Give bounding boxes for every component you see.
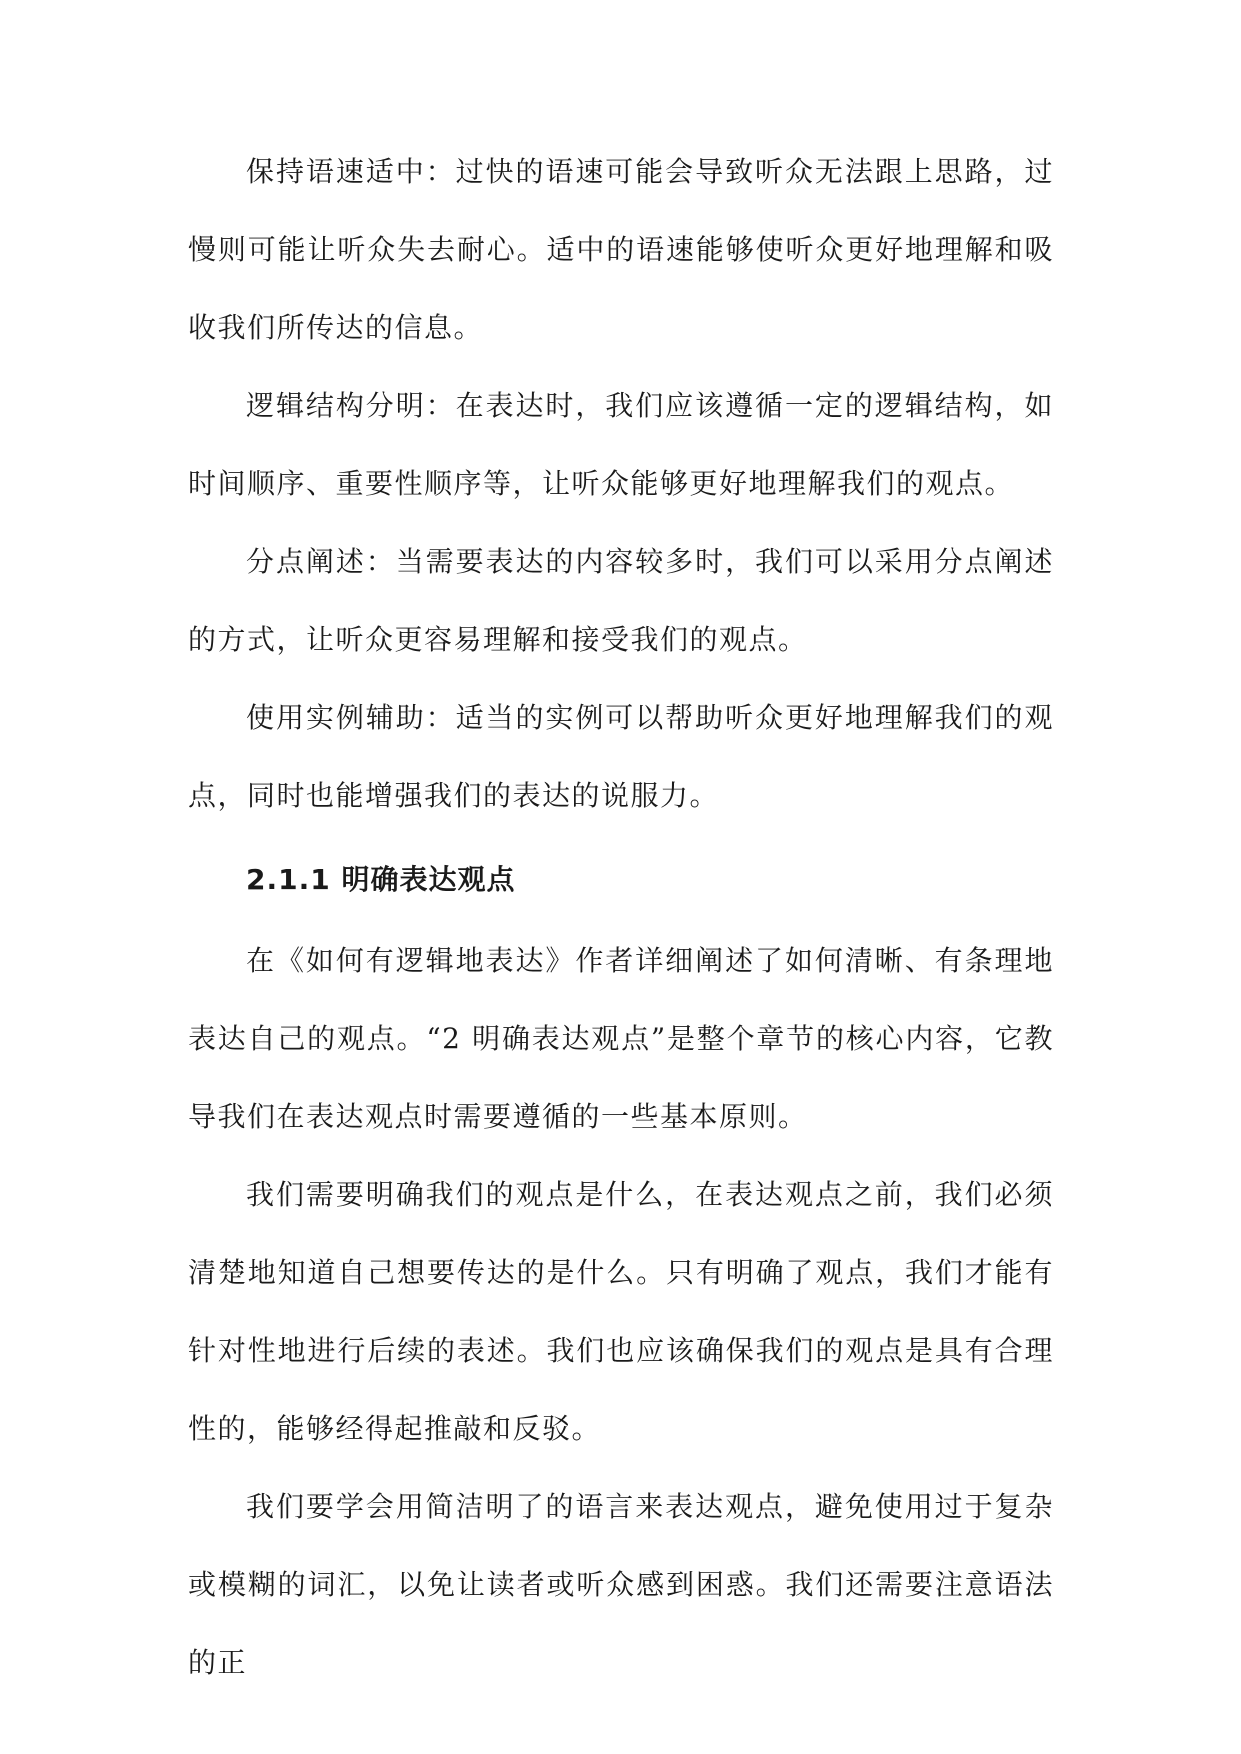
paragraph-speech-speed: 保持语速适中：过快的语速可能会导致听众无法跟上思路，过慢则可能让听众失去耐心。适中的语速能够使听众更好地理解和吸收我们所传达的信息。 [188,155,1054,344]
section-heading: 2.1.1 明确表达观点 [246,863,516,896]
paragraph-point-by-point: 分点阐述：当需要表达的内容较多时，我们可以采用分点阐述的方式，让听众更容易理解和接受我们的观点。 [188,545,1054,656]
paragraph-chapter-intro: 在《如何有逻辑地表达》作者详细阐述了如何清晰、有条理地表达自己的观点。“2 明确表达观点”是整个章节的核心内容，它教导我们在表达观点时需要遵循的一些基本原则。 [188,944,1054,1133]
paragraph-clarify-viewpoint: 我们需要明确我们的观点是什么，在表达观点之前，我们必须清楚地知道自己想要传达的是什么。只有明确了观点，我们才能有针对性地进行后续的表述。我们也应该确保我们的观点是具有合理性的，能够经得起推敲和反驳。 [188,1178,1054,1445]
paragraph-use-examples: 使用实例辅助：适当的实例可以帮助听众更好地理解我们的观点，同时也能增强我们的表达的说服力。 [188,701,1054,812]
paragraph-concise-language: 我们要学会用简洁明了的语言来表达观点，避免使用过于复杂或模糊的词汇，以免让读者或听众感到困惑。我们还需要注意语法的正 [188,1490,1054,1679]
paragraph-group-after [188,922,1054,1702]
paragraph-group-before [188,133,1054,835]
paragraph-logical-structure: 逻辑结构分明：在表达时，我们应该遵循一定的逻辑结构，如时间顺序、重要性顺序等，让听众能够更好地理解我们的观点。 [188,389,1054,500]
